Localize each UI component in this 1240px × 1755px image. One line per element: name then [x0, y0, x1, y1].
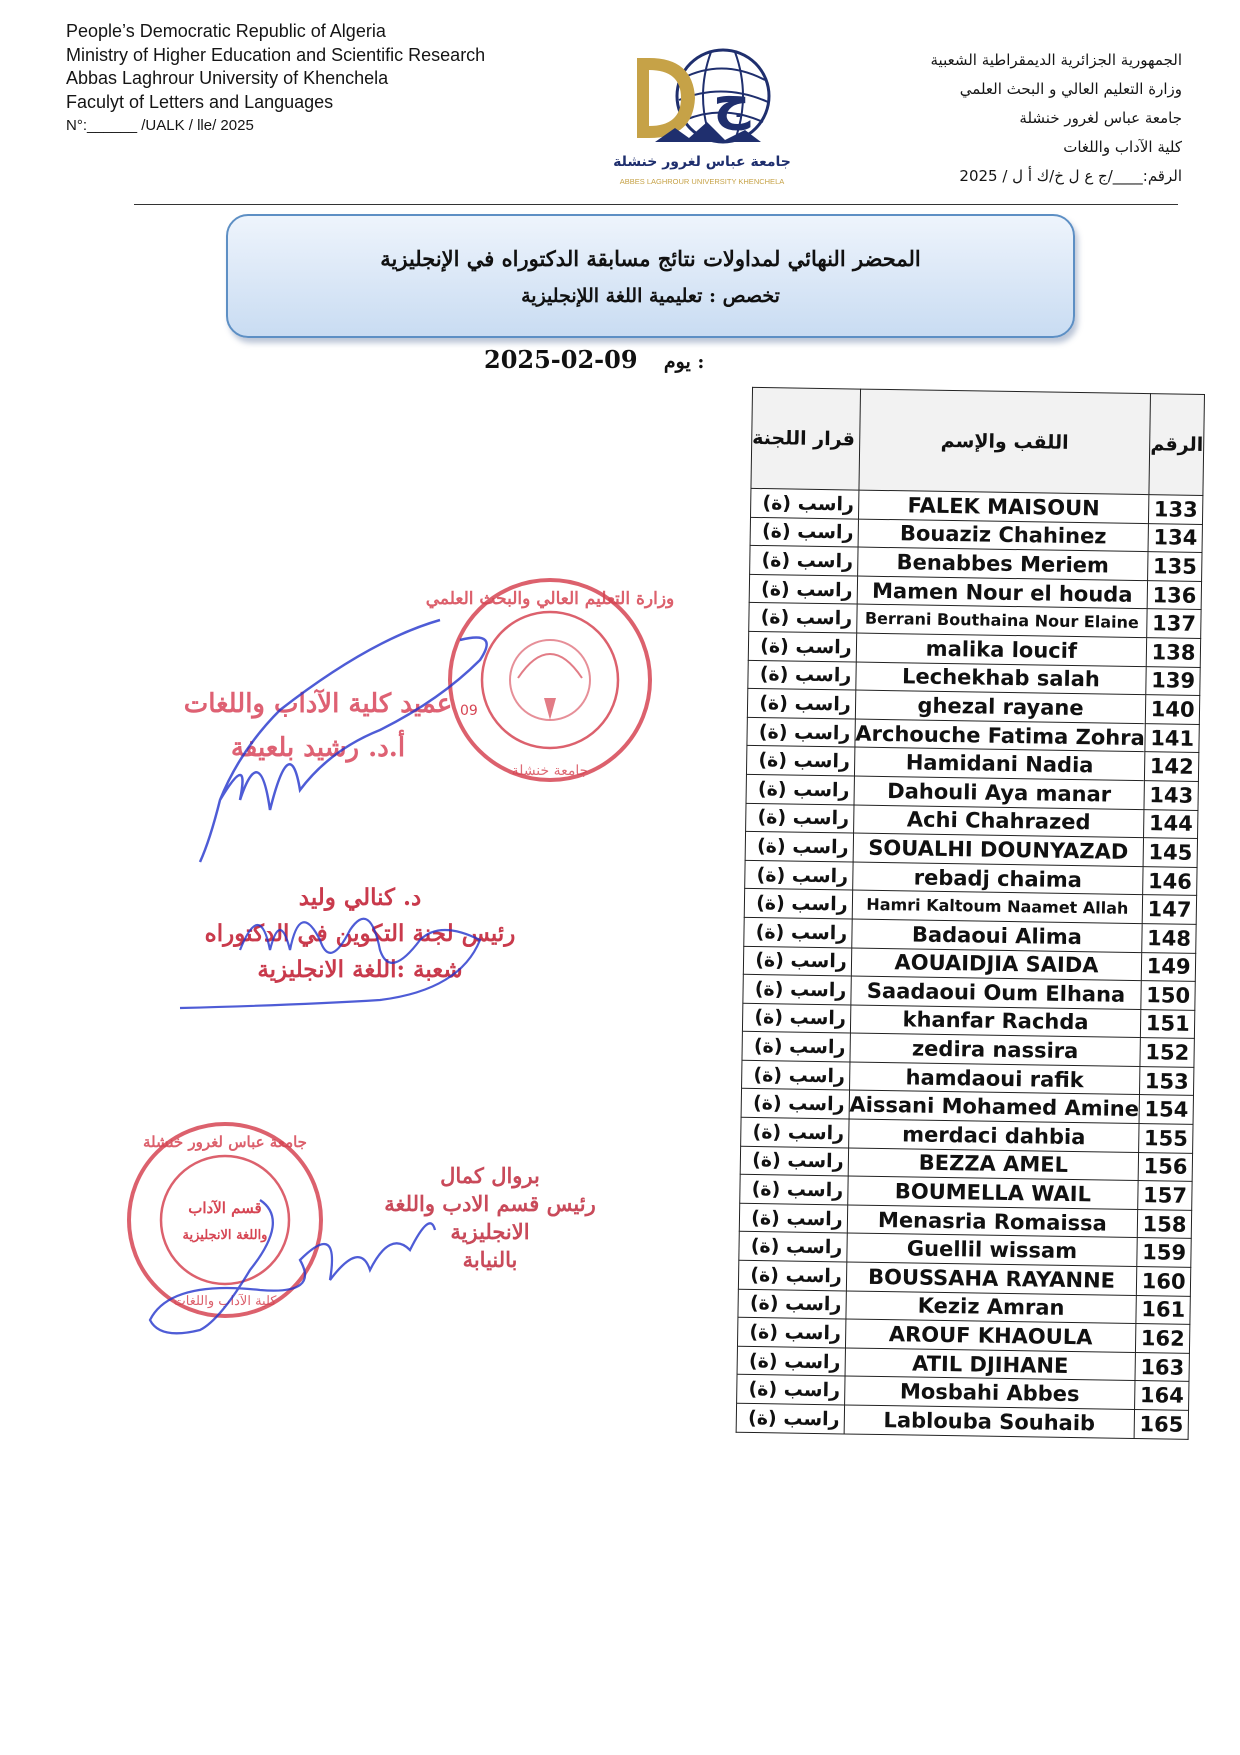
ministry-stamp-bottom-text: جامعة خنشلة: [511, 763, 589, 779]
row-decision: راسب (ة): [742, 1032, 850, 1062]
header-left: [66, 20, 485, 138]
header-ministry: Ministry of Higher Education and Scientific Research: [66, 44, 486, 65]
row-number: 142: [1145, 752, 1199, 781]
date-label: يوم :: [663, 351, 705, 373]
table-row: [736, 1403, 1188, 1439]
row-number: 136: [1147, 580, 1201, 609]
header-faculty-ar: كلية الآداب واللغات: [1063, 138, 1182, 156]
row-number: 144: [1144, 809, 1198, 838]
row-number: 141: [1145, 723, 1199, 752]
row-name: Aissani Mohamed Amine: [849, 1090, 1140, 1123]
row-number: 140: [1146, 695, 1200, 724]
committee-head-name: د. كنالي وليد: [298, 884, 422, 911]
header-right: [931, 46, 1183, 191]
row-number: 155: [1139, 1124, 1193, 1153]
row-number: 143: [1144, 781, 1198, 810]
header-number: الرقم: [1149, 394, 1204, 496]
row-number: 165: [1134, 1410, 1188, 1439]
row-name: AOUAIDJIA SAIDA: [851, 948, 1142, 981]
row-number: 149: [1142, 952, 1196, 981]
row-number: 160: [1137, 1267, 1191, 1296]
row-number: 138: [1146, 638, 1200, 667]
table-body: [736, 488, 1203, 1439]
row-number: 148: [1142, 923, 1196, 952]
row-decision: راسب (ة): [743, 946, 851, 976]
row-decision: راسب (ة): [749, 574, 857, 604]
row-number: 156: [1138, 1152, 1192, 1181]
header-reference: N°:______ /UALK / lle/ 2025: [66, 117, 254, 134]
row-name: Dahouli Aya manar: [854, 776, 1145, 809]
department-handwritten-signature: [140, 1180, 440, 1350]
row-name: Saadaoui Oum Elhana: [851, 976, 1142, 1009]
header-country-ar: الجمهورية الجزائرية الديمقراطية الشعبية: [930, 51, 1182, 69]
row-decision: راسب (ة): [744, 917, 852, 947]
department-stamp-ring-text: جامعة عباس لغرور خنشلة: [143, 1133, 307, 1151]
row-name: BOUSSAHA RAYANNE: [846, 1262, 1137, 1295]
row-decision: راسب (ة): [736, 1403, 844, 1433]
row-decision: راسب (ة): [747, 689, 855, 719]
row-name: Archouche Fatima Zohra: [855, 719, 1146, 752]
row-number: 146: [1143, 866, 1197, 895]
row-decision: راسب (ة): [750, 546, 858, 576]
department-stamp-center-text-2: واللغة الانجليزية: [182, 1228, 268, 1243]
row-decision: راسب (ة): [737, 1317, 845, 1347]
committee-branch: شعبة :اللغة الانجليزية: [257, 956, 463, 983]
row-decision: راسب (ة): [741, 1117, 849, 1147]
row-name: Berrani Bouthaina Nour Elaine: [856, 604, 1147, 637]
document-title: المحضر النهائي لمداولات نتائج مسابقة الدكتوراه في الإنجليزية: [380, 246, 921, 271]
row-decision: راسب (ة): [741, 1089, 849, 1119]
row-decision: راسب (ة): [750, 517, 858, 547]
row-name: SOUALHI DOUNYAZAD: [853, 833, 1144, 866]
dean-handwritten-signature: [180, 600, 520, 870]
row-decision: راسب (ة): [746, 746, 854, 776]
row-number: 145: [1143, 838, 1197, 867]
row-name: rebadj chaima: [852, 862, 1143, 895]
ministry-stamp-text: وزارة التعليم العالي والبحث العلمي: [425, 589, 675, 609]
header-country: People’s Democratic Republic of Algeria: [66, 21, 386, 41]
header-ministry-ar: وزارة التعليم العالي و البحث العلمي: [959, 80, 1182, 98]
row-name: Badaoui Alima: [851, 919, 1142, 952]
row-name: ATIL DJIHANE: [845, 1348, 1136, 1381]
row-decision: راسب (ة): [746, 803, 854, 833]
row-name: Lablouba Souhaib: [844, 1405, 1135, 1438]
header-decision: قرار اللجنة: [751, 387, 860, 490]
row-decision: راسب (ة): [738, 1260, 846, 1290]
row-name: Benabbes Meriem: [857, 547, 1148, 580]
row-number: 147: [1142, 895, 1196, 924]
row-name: hamdaoui rafik: [849, 1062, 1140, 1095]
row-name: Bouaziz Chahinez: [858, 519, 1149, 552]
row-decision: راسب (ة): [740, 1146, 848, 1176]
row-decision: راسب (ة): [742, 1060, 850, 1090]
document-subtitle: تخصص : تعليمية اللغة اللإنجليزية: [521, 285, 780, 307]
row-decision: راسب (ة): [737, 1375, 845, 1405]
row-name: malika loucif: [856, 633, 1147, 666]
row-number: 151: [1141, 1009, 1195, 1038]
row-decision: راسب (ة): [749, 603, 857, 633]
row-name: Hamri Kaltoum Naamet Allah: [852, 890, 1143, 923]
department-head-title: رئيس قسم الادب واللغة الانجليزية: [384, 1191, 596, 1244]
row-number: 139: [1146, 666, 1200, 695]
row-number: 157: [1138, 1181, 1192, 1210]
row-name: ghezal rayane: [855, 690, 1146, 723]
row-decision: راسب (ة): [748, 631, 856, 661]
department-head-name: بروال كمال: [440, 1163, 540, 1188]
row-decision: راسب (ة): [739, 1203, 847, 1233]
header-university: Abbas Laghrour University of Khenchela: [66, 68, 389, 88]
row-name: AROUF KHAOULA: [845, 1319, 1136, 1352]
row-name: Mosbahi Abbes: [844, 1376, 1135, 1409]
row-name: Guellil wissam: [847, 1233, 1138, 1266]
row-decision: راسب (ة): [743, 974, 851, 1004]
ministry-stamp-number: 09: [460, 703, 478, 719]
row-decision: راسب (ة): [748, 660, 856, 690]
row-number: 162: [1136, 1324, 1190, 1353]
row-name: Hamidani Nadia: [854, 747, 1145, 780]
row-name: Lechekhab salah: [856, 662, 1147, 695]
department-acting: بالنيابة: [462, 1247, 518, 1272]
dean-title: عميد كلية الآداب واللغات: [183, 689, 453, 719]
committee-head-title: رئيس لجنة التكوين في الدكتوراه: [204, 920, 516, 947]
results-table: [736, 387, 1205, 1440]
row-decision: راسب (ة): [747, 717, 855, 747]
svg-text:ج: ج: [713, 71, 751, 131]
row-number: 159: [1137, 1238, 1191, 1267]
logo-english-text: ABBES LAGHROUR UNIVERSITY KHENCHELA: [619, 177, 785, 186]
header-reference-ar: الرقم:____/ج ع ل خ/ك أ ل / 2025: [959, 167, 1182, 185]
row-decision: راسب (ة): [751, 488, 859, 518]
row-decision: راسب (ة): [738, 1289, 846, 1319]
date-line: [484, 345, 704, 374]
table-header-row: [751, 387, 1205, 495]
row-number: 154: [1139, 1095, 1193, 1124]
row-number: 137: [1147, 609, 1201, 638]
title-box: [226, 214, 1075, 338]
row-number: 153: [1140, 1066, 1194, 1095]
row-name: merdaci dahbia: [848, 1119, 1139, 1152]
header-divider: [134, 204, 1178, 205]
row-number: 164: [1135, 1381, 1189, 1410]
row-number: 158: [1137, 1209, 1191, 1238]
row-name: BEZZA AMEL: [848, 1148, 1139, 1181]
row-name: Menasria Romaissa: [847, 1205, 1138, 1238]
logo-arabic-text: جامعة عباس لغرور خنشلة: [613, 154, 791, 170]
row-name: zedira nassira: [850, 1033, 1141, 1066]
row-name: Mamen Nour el houda: [857, 576, 1148, 609]
row-decision: راسب (ة): [745, 860, 853, 890]
row-name: BOUMELLA WAIL: [847, 1176, 1138, 1209]
row-decision: راسب (ة): [744, 889, 852, 919]
row-decision: راسب (ة): [742, 1003, 850, 1033]
row-number: 133: [1149, 495, 1203, 524]
row-decision: راسب (ة): [739, 1232, 847, 1262]
row-name: FALEK MAISOUN: [858, 490, 1149, 523]
row-number: 161: [1136, 1295, 1190, 1324]
row-number: 150: [1141, 981, 1195, 1010]
date-value: 2025-02-09: [484, 345, 638, 374]
row-decision: راسب (ة): [737, 1346, 845, 1376]
header-name: اللقب والإسم: [859, 389, 1151, 495]
university-logo: [615, 38, 790, 193]
row-decision: راسب (ة): [740, 1175, 848, 1205]
header-university-ar: جامعة عباس لغرور خنشلة: [1019, 109, 1182, 127]
header-faculty: Faculyt of Letters and Languages: [66, 91, 334, 112]
row-name: Achi Chahrazed: [853, 805, 1144, 838]
committee-handwritten-signature: [180, 880, 520, 1010]
row-number: 134: [1148, 523, 1202, 552]
row-number: 152: [1140, 1038, 1194, 1067]
row-number: 135: [1148, 552, 1202, 581]
row-name: Keziz Amran: [846, 1291, 1137, 1324]
dean-name: أ.د. رشيد بلعيفة: [230, 733, 406, 763]
row-name: khanfar Rachda: [850, 1005, 1141, 1038]
row-decision: راسب (ة): [746, 774, 854, 804]
department-stamp-bottom-text: كلية الآداب واللغات: [173, 1294, 277, 1309]
row-number: 163: [1135, 1352, 1189, 1381]
department-stamp-center-text: قسم الآداب: [188, 1199, 262, 1217]
row-decision: راسب (ة): [745, 831, 853, 861]
